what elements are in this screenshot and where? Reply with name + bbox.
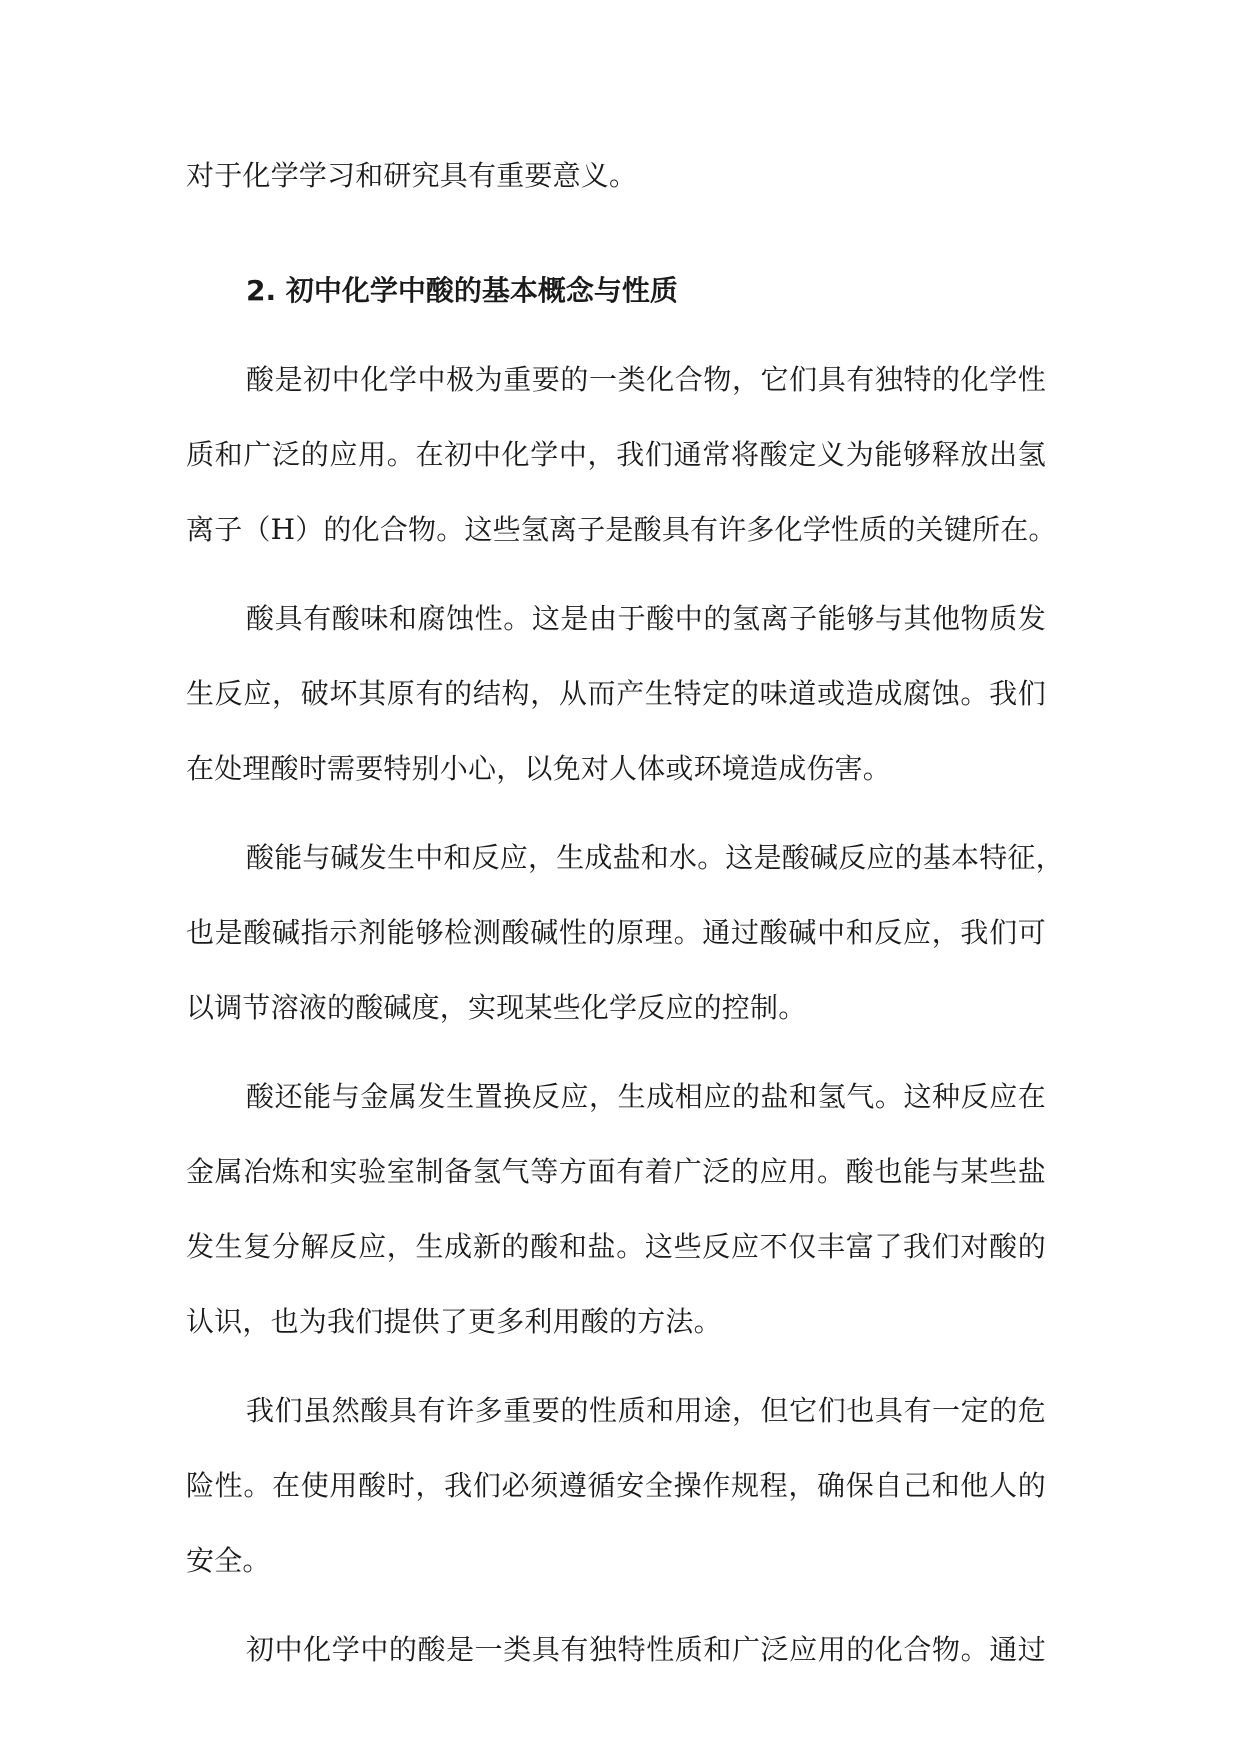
paragraph-3: [186, 820, 1064, 1045]
paragraph-5: [186, 1373, 1046, 1598]
paragraph-line: 酸具有酸味和腐蚀性。这是由于酸中的氢离子能够与其他物质发: [246, 602, 1046, 635]
paragraph-4: [186, 1059, 1046, 1359]
paragraph-line: 也是酸碱指示剂能够检测酸碱性的原理。通过酸碱中和反应，我们可: [186, 916, 1046, 949]
paragraph-2: [186, 581, 1046, 806]
paragraph-line: 以调节溶液的酸碱度，实现某些化学反应的控制。: [186, 991, 807, 1024]
paragraph-1: [186, 342, 1057, 567]
paragraph-line: 酸还能与金属发生置换反应，生成相应的盐和氢气。这种反应在: [246, 1080, 1046, 1113]
document-body: [186, 138, 1064, 1687]
section-number: 2.: [246, 274, 277, 307]
paragraph-6: [186, 1612, 1046, 1687]
paragraph-line: 酸能与碱发生中和反应，生成盐和水。这是酸碱反应的基本特征，: [246, 841, 1064, 874]
paragraph-line: 金属冶炼和实验室制备氢气等方面有着广泛的应用。酸也能与某些盐: [186, 1155, 1046, 1188]
paragraph-line: 初中化学中的酸是一类具有独特性质和广泛应用的化合物。通过: [246, 1633, 1046, 1666]
section-title: 初中化学中酸的基本概念与性质: [285, 274, 678, 307]
paragraph-line: 酸是初中化学中极为重要的一类化合物，它们具有独特的化学性: [246, 363, 1046, 396]
paragraph-line: 发生复分解反应，生成新的酸和盐。这些反应不仅丰富了我们对酸的: [186, 1230, 1046, 1263]
paragraph-line: 质和广泛的应用。在初中化学中，我们通常将酸定义为能够释放出氢: [186, 438, 1046, 471]
paragraph-line: 安全。: [186, 1544, 271, 1577]
paragraph-line: 生反应，破坏其原有的结构，从而产生特定的味道或造成腐蚀。我们: [186, 677, 1046, 710]
paragraph-line: 离子（H）的化合物。这些氢离子是酸具有许多化学性质的关键所在。: [186, 513, 1057, 546]
paragraph-line: 险性。在使用酸时，我们必须遵循安全操作规程，确保自己和他人的: [186, 1469, 1046, 1502]
intro-line: 对于化学学习和研究具有重要意义。: [186, 159, 638, 192]
paragraph-line: 在处理酸时需要特别小心，以免对人体或环境造成伤害。: [186, 752, 892, 785]
section-heading: [186, 253, 1046, 328]
paragraph-line: 我们虽然酸具有许多重要的性质和用途，但它们也具有一定的危: [246, 1394, 1046, 1427]
paragraph-line: 认识，也为我们提供了更多利用酸的方法。: [186, 1305, 722, 1338]
